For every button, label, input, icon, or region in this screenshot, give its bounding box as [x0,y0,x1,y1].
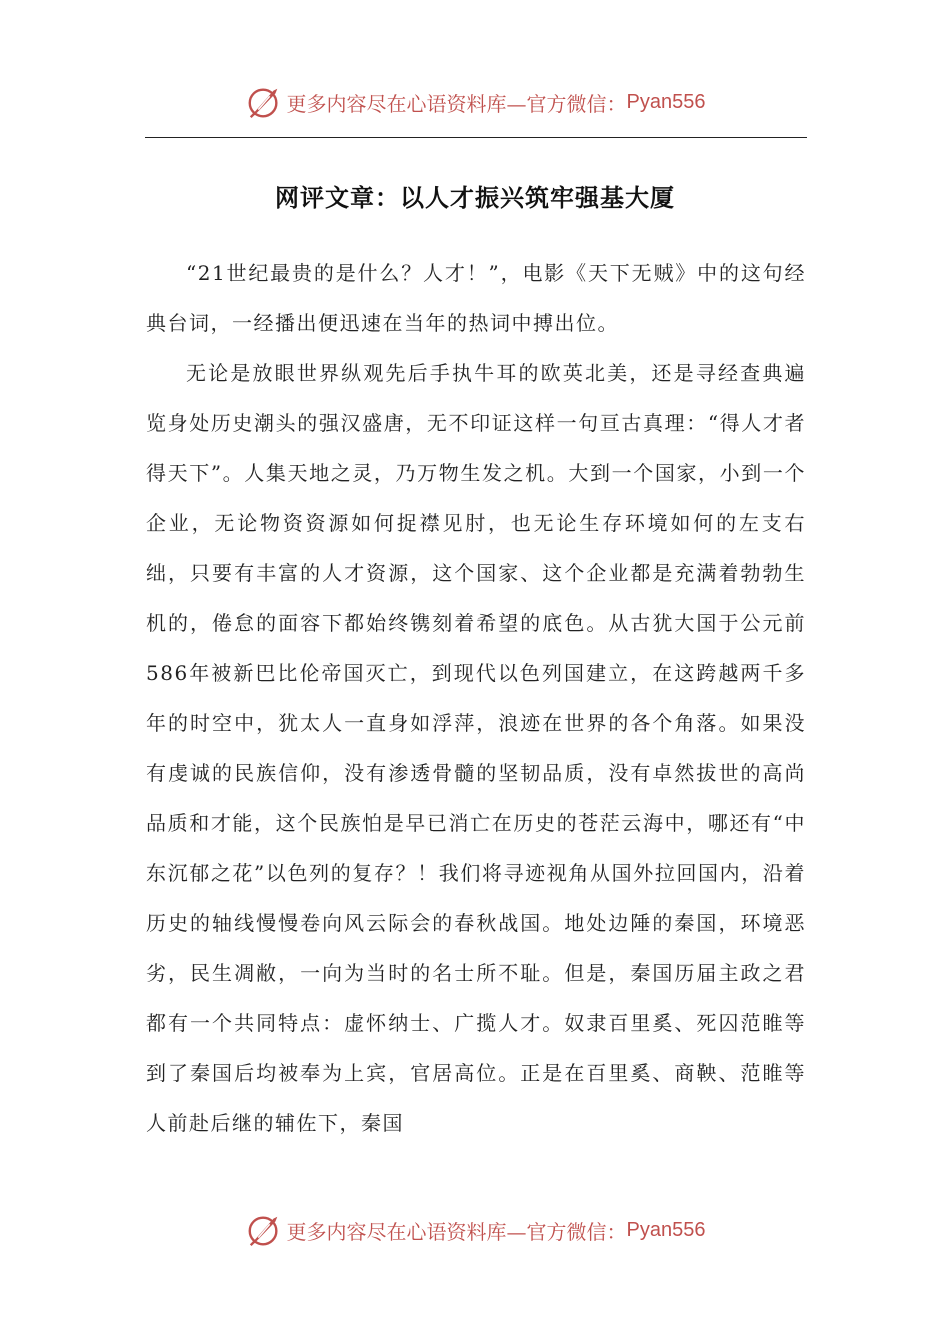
paragraph: 无论是放眼世界纵观先后手执牛耳的欧英北美，还是寻经查典遍览身处历史潮头的强汉盛唐，无不印证这样一句亘古真理：“得人才者得天下”。人集天地之灵，乃万物生发之机。大到一个国家，小到一个企业，无论物资资源如何捉襟见肘，也无论生存环境如何的左支右绌，只要有丰富的人才资源，这个国家、这个企业都是充满着勃勃生机的，倦怠的面容下都始终镌刻着希望的底色。从古犹大国于公元前586年被新巴比伦帝国灭亡，到现代以色列国建立，在这跨越两千多年的时空中，犹太人一直身如浮萍，浪迹在世界的各个角落。如果没有虔诚的民族信仰，没有渗透骨髓的坚韧品质，没有卓然拔世的高尚品质和才能，这个民族怕是早已消亡在历史的苍茫云海中，哪还有“中东沉郁之花”以色列的复存？！我们将寻迹视角从国外拉回国内，沿着历史的轴线慢慢卷向风云际会的春秋战国。地处边陲的秦国，环境恶劣，民生凋敝，一向为当时的名士所不耻。但是，秦国历届主政之君都有一个共同特点：虚怀纳士、广揽人才。奴隶百里奚、死囚范睢等到了秦国后均被奉为上宾，官居高位。正是在百里奚、商鞅、范睢等人前赴后继的辅佐下，秦国 [146,361,806,1135]
header-banner [0,82,950,122]
document-body [146,248,806,1148]
document-title: 网评文章：以人才振兴筑牢强基大厦 [275,184,675,212]
wechat-id: Pyan556 [626,90,706,113]
header-divider [145,137,807,138]
banner-slogan: 更多内容尽在心语资料库—官方微信： [286,91,627,116]
quill-pen-logo-icon [245,1211,283,1249]
footer-banner [0,1210,950,1250]
banner-slogan: 更多内容尽在心语资料库—官方微信： [286,1219,627,1244]
wechat-id: Pyan556 [626,1218,706,1241]
quill-pen-logo-icon [245,83,283,121]
paragraph: “21世纪最贵的是什么？人才！”，电影《天下无贼》中的这句经典台词，一经播出便迅速在当年的热词中搏出位。 [146,261,806,335]
